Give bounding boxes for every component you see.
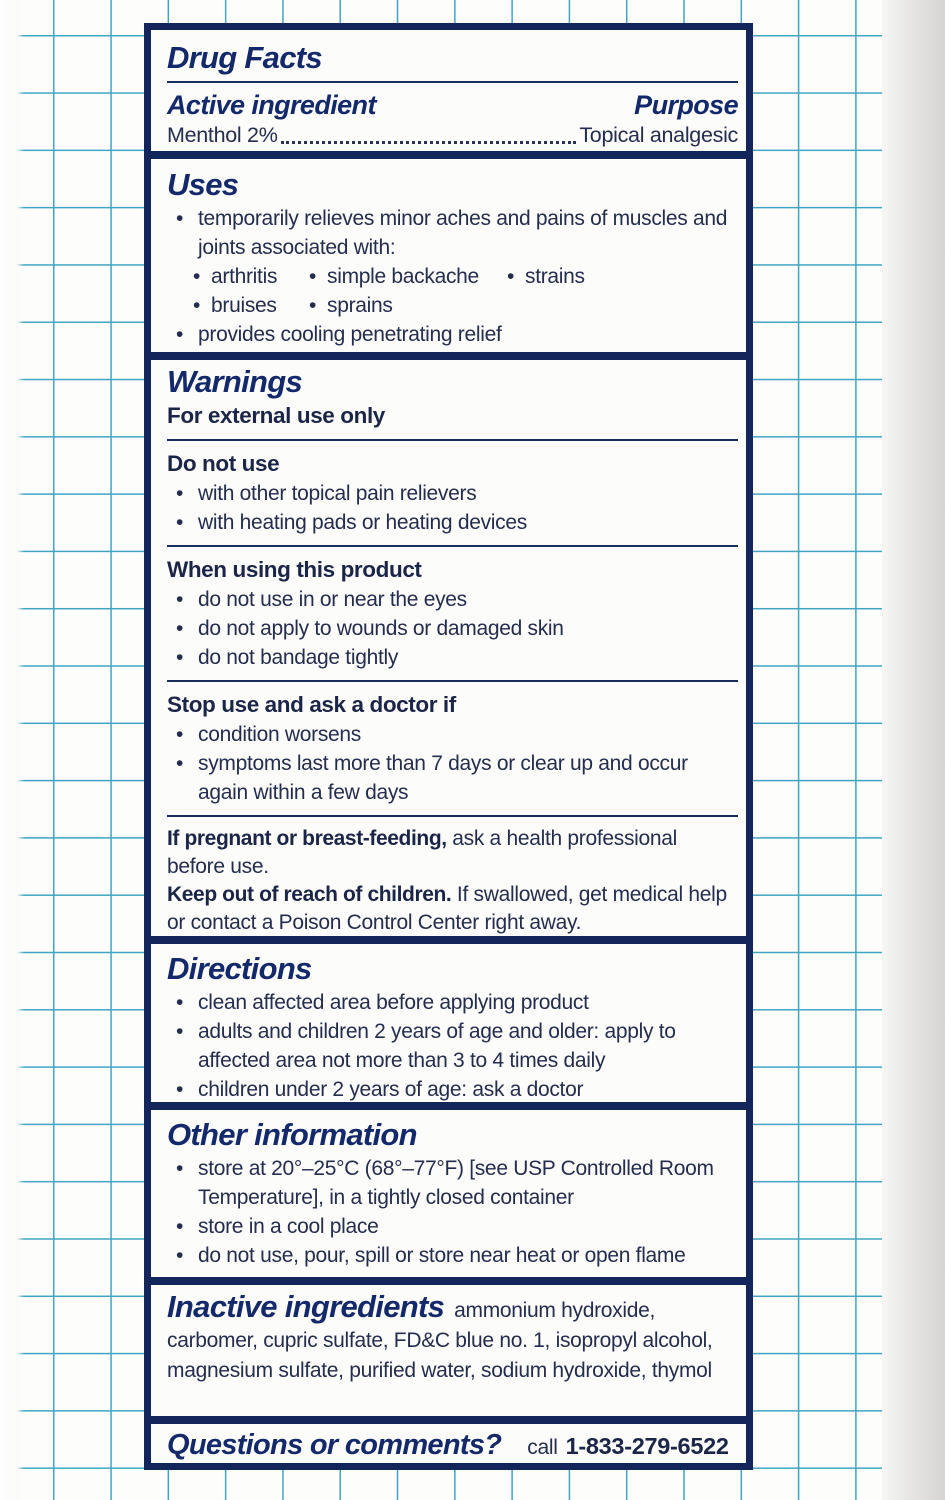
uses-heading: Uses — [167, 167, 239, 202]
section-warnings — [151, 360, 746, 936]
active-ingredient-row — [167, 89, 738, 121]
children-warning — [167, 881, 738, 936]
uses-sub-bullets-row2 — [185, 291, 738, 320]
directions-heading: Directions — [167, 951, 312, 986]
ingredient-name: Menthol 2% — [167, 123, 278, 147]
section-other-information — [151, 1110, 746, 1277]
left-page-fade — [0, 0, 24, 1500]
warnings-heading: Warnings — [167, 364, 303, 399]
children-warning-bold: Keep out of reach of children. — [167, 883, 452, 906]
other-information-bullet: • store in a cool place — [167, 1212, 738, 1241]
uses-sub-bullet: • strains — [499, 262, 585, 291]
directions-bullet: • clean affected area before applying product — [167, 988, 738, 1017]
do-not-use-heading: Do not use — [167, 451, 280, 476]
dotted-leader — [281, 141, 577, 144]
do-not-use-bullet: • with other topical pain relievers — [167, 479, 738, 508]
when-using-bullet: • do not use in or near the eyes — [167, 585, 738, 614]
stop-use-bullet: • symptoms last more than 7 days or clear up and occur again within a few days — [167, 749, 738, 807]
section-separator — [151, 1416, 746, 1424]
external-use-statement: For external use only — [167, 403, 385, 428]
uses-sub-bullets-row1 — [185, 262, 738, 291]
inactive-ingredients-list: ammonium hydroxide, carbomer, cupric sulfate, FD&C blue no. 1, isopropyl alcohol, magnesium sulfate, purified water, sodium hydroxide, thymol — [167, 1299, 713, 1382]
purpose-heading: Purpose — [634, 90, 738, 120]
uses-bullet: • provides cooling penetrating relief — [167, 320, 738, 349]
do-not-use-bullet: • with heating pads or heating devices — [167, 508, 738, 537]
ingredient-purpose-line — [167, 121, 738, 149]
section-separator — [151, 352, 746, 360]
divider — [167, 545, 738, 547]
active-ingredient-heading: Active ingredient — [167, 90, 376, 120]
section-separator — [151, 1102, 746, 1110]
right-page-fade — [882, 0, 945, 1500]
questions-heading: Questions or comments? — [167, 1429, 502, 1461]
divider — [167, 81, 738, 83]
when-using-bullet: • do not bandage tightly — [167, 643, 738, 672]
call-label: call — [527, 1436, 558, 1459]
drug-facts-label — [144, 23, 753, 1470]
directions-bullet: • children under 2 years of age: ask a doctor — [167, 1075, 738, 1102]
when-using-heading: When using this product — [167, 557, 422, 582]
uses-sub-bullet: • sprains — [301, 291, 393, 320]
other-information-bullet: • do not use, pour, spill or store near heat or open flame — [167, 1241, 738, 1270]
stop-use-bullet: • condition worsens — [167, 720, 738, 749]
divider — [167, 680, 738, 682]
pregnant-warning-text: ask a health professional before use. — [167, 827, 678, 878]
pregnant-warning-bold: If pregnant or breast-feeding, — [167, 827, 447, 850]
other-information-bullet: • store at 20°–25°C (68°–77°F) [see USP Controlled Room Temperature], in a tightly closed container — [167, 1154, 738, 1212]
children-warning-text: If swallowed, get medical help or contact a Poison Control Center right away. — [167, 883, 727, 934]
divider — [167, 439, 738, 441]
pregnant-warning — [167, 825, 738, 881]
inactive-ingredients-paragraph — [167, 1289, 738, 1386]
drug-facts-title: Drug Facts — [167, 40, 322, 75]
purpose-value: Topical analgesic — [579, 123, 738, 147]
uses-sub-bullet: • arthritis — [185, 262, 301, 291]
inactive-ingredients-heading: Inactive ingredients — [167, 1289, 445, 1324]
uses-sub-bullet: • simple backache — [301, 262, 499, 291]
section-questions — [151, 1424, 746, 1463]
phone-number: 1-833-279-6522 — [565, 1433, 729, 1459]
stop-use-heading: Stop use and ask a doctor if — [167, 692, 456, 717]
section-separator — [151, 1277, 746, 1285]
directions-bullet: • adults and children 2 years of age and older: apply to affected area not more than 3 to 4 times daily — [167, 1017, 738, 1075]
section-header — [151, 30, 746, 151]
uses-bullet: • temporarily relieves minor aches and pains of muscles and joints associated with: — [167, 204, 738, 262]
section-uses — [151, 159, 746, 352]
questions-row — [167, 1426, 738, 1463]
uses-sub-bullet: • bruises — [185, 291, 301, 320]
divider — [167, 815, 738, 817]
when-using-bullet: • do not apply to wounds or damaged skin — [167, 614, 738, 643]
section-directions — [151, 944, 746, 1102]
other-information-heading: Other information — [167, 1117, 417, 1152]
section-separator — [151, 151, 746, 159]
section-separator — [151, 936, 746, 944]
section-inactive-ingredients — [151, 1285, 746, 1416]
